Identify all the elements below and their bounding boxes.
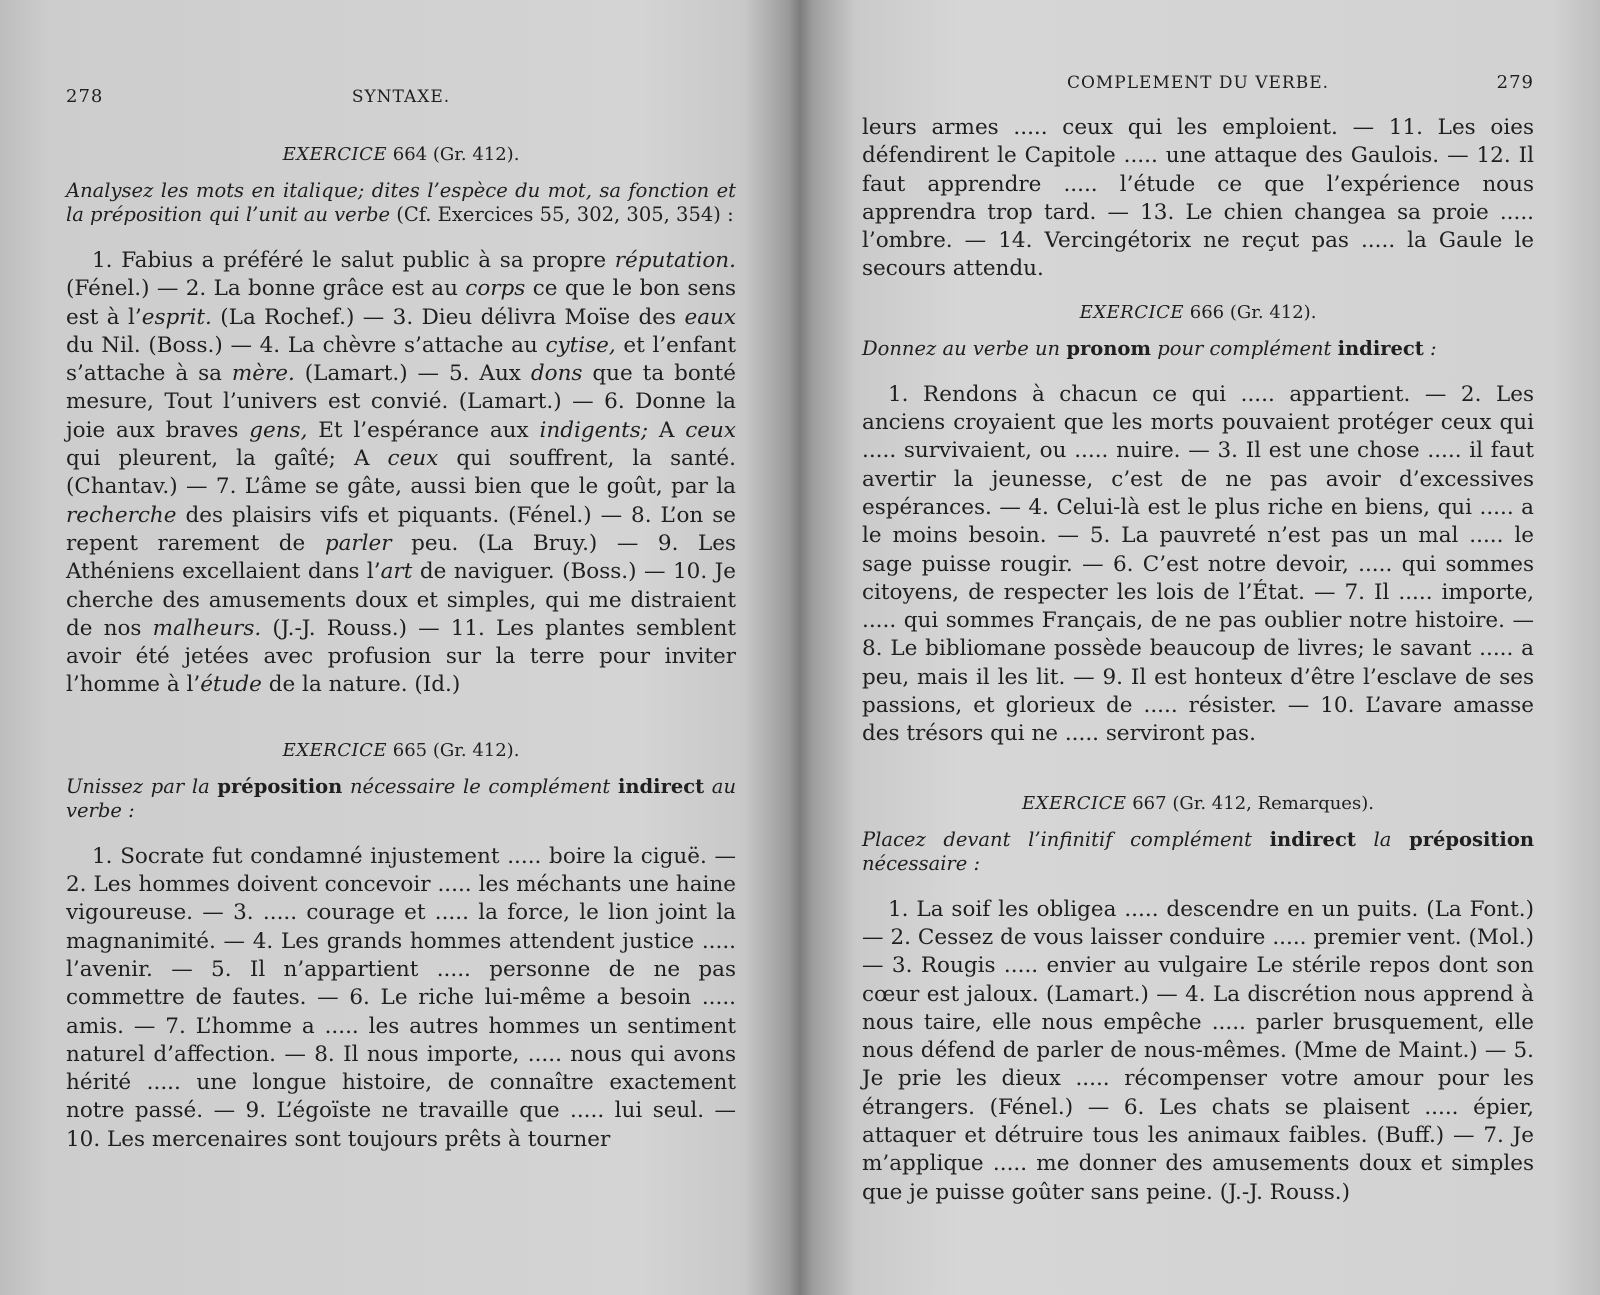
instr-bold: indirect	[617, 774, 705, 798]
italic-word: art	[380, 559, 413, 585]
text-run: du Nil. (Boss.) — 4. La chèvre s’attache au	[66, 332, 546, 358]
instr-italic: pour complément	[1151, 336, 1338, 360]
italic-word: recherche	[66, 502, 177, 528]
italic-word: ceux	[387, 446, 439, 472]
instr-normal: (Cf. Exercices 55, 302, 305, 354) :	[390, 203, 734, 226]
text-run: Et l’espérance aux	[307, 417, 540, 443]
instr-italic: au verbe :	[66, 774, 736, 822]
exercise-665-title-rest: 665 (Gr. 412).	[392, 739, 520, 761]
instr-italic: Analysez les mots en italique; dites l’espèce du mot, sa fonction et la préposition qui l’unit au verbe	[66, 179, 736, 226]
exercise-664-instructions	[66, 179, 736, 227]
text-run: (Fénel.) — 2. La bonne grâce est au	[66, 276, 466, 302]
instr-italic: Donnez au verbe un	[862, 336, 1067, 360]
italic-word: parler	[324, 530, 392, 556]
text-run: ce que le bon sens est à l’	[66, 276, 737, 330]
exercise-666-instructions	[862, 337, 1534, 361]
text-run: qui pleurent, la gaîté; A	[66, 446, 388, 472]
instr-italic: nécessaire le complément	[342, 774, 618, 798]
running-head-title-left: SYNTAXE.	[351, 87, 451, 107]
text-run: (La Rochef.) — 3. Dieu délivra Moïse des	[211, 304, 685, 330]
left-page	[0, 0, 790, 1295]
instr-bold: indirect	[1337, 336, 1424, 360]
exercise-666-title-word: EXERCICE	[1079, 301, 1185, 323]
text-run: 1. Fabius a préféré le salut public à sa propre	[92, 248, 615, 273]
italic-word: corps	[465, 276, 526, 302]
italic-word: réputation.	[614, 248, 736, 273]
instr-bold: indirect	[1269, 827, 1356, 851]
right-running-head	[862, 72, 1534, 102]
text-run: A	[648, 417, 686, 443]
exercise-664-body	[66, 247, 736, 700]
text-run: peu. (La Bruy.) — 9. Les Athéniens excellaient dans l’	[66, 530, 736, 585]
italic-word: dons	[530, 361, 583, 387]
exercise-667-body: 1. La soif les obligea ..... descendre en un puits. (La Font.) — 2. Cessez de vous laisser conduire ..... premier vent. (Mol.) — 3. Rougis ..... envier au vulgaire Le stérile repos dont son cœur est jaloux. (Lamart.) — 4. La discrétion nous apprend à nous taire, elle nous empêche ..... parler brusquement, elle nous défend de parler de nous-mêmes. (Mme de Maint.) — 5. Je prie les dieux ..... récompenser votre amour pour les étrangers. (Fénel.) — 6. Les chats se plaisent ..... épier, attaquer et détruire tous les animaux faibles. (Buff.) — 7. Je m’applique ..... me donner des amusements doux et simples que je puisse goûter sans peine. (J.-J. Rouss.)	[862, 896, 1534, 1205]
exercise-665-continuation: leurs armes ..... ceux qui les emploient. — 11. Les oies défendirent le Capitole ..... une attaque des Gaulois. — 12. Il faut apprendre ..... l’étude ce que l’expérience nous apprendra trop tard. — 13. Le chien changea sa proie ..... l’ombre. — 14. Vercingétorix ne reçut pas ..... la Gaule le secours attendu.	[862, 115, 1534, 282]
exercise-665-instructions	[66, 775, 736, 823]
italic-word: gens,	[249, 417, 308, 443]
text-run: que ta bonté mesure, Tout l’univers est convié. (Lamart.) — 6. Donne la joie aux braves	[66, 361, 736, 443]
italic-word: malheurs.	[152, 615, 262, 641]
exercise-664-title-rest: 664 (Gr. 412).	[392, 144, 520, 165]
running-head-title-right: COMPLEMENT DU VERBE.	[1066, 73, 1330, 93]
page-number-right: 279	[1496, 72, 1534, 93]
instr-bold: pronom	[1066, 336, 1152, 360]
instr-bold: préposition	[217, 774, 343, 798]
instr-italic: Unissez par la	[66, 774, 218, 798]
exercise-667-title-rest: 667 (Gr. 412, Remarques).	[1132, 792, 1374, 814]
instr-italic: :	[1423, 336, 1437, 360]
text-run: (J.-J. Rouss.) — 11. Les plantes semblent avoir été jetées avec profusion sur la terre pour inviter l’homme à l’	[66, 615, 736, 698]
page-number-left: 278	[66, 86, 104, 107]
italic-word: eaux	[684, 304, 736, 330]
exercise-666-title-rest: 666 (Gr. 412).	[1189, 301, 1317, 323]
left-running-head	[66, 86, 736, 116]
exercise-666-body: 1. Rendons à chacun ce qui ..... appartient. — 2. Les anciens croyaient que les morts pouvaient protéger ceux qui ..... survivaient, ou ..... nuire. — 3. Il est une chose ..... il faut avertir la jeunesse, c’est de ne pas avoir d’excessives espérances. — 4. Celui-là est le plus riche en biens, qui ..... a le moins besoin. — 5. La pauvreté n’est pas un mal ..... le sage puisse rougir. — 6. C’est notre devoir, ..... qui sommes citoyens, de respecter les lois de l’État. — 7. Il ..... importe, ..... qui sommes Français, de ne pas oublier notre histoire. — 8. Le bibliomane possède beaucoup de livres; le savant ..... a peu, mais il les lit. — 9. Il est honteux d’être l’esclave de ses passions, et glorieux de ..... résister. — 10. L’avare amasse des trésors qui ne ..... serviront pas.	[862, 381, 1534, 747]
exercise-664-title-word: EXERCICE	[282, 144, 388, 165]
instr-italic: la	[1355, 827, 1410, 851]
exercise-666-title	[862, 302, 1534, 323]
text-run: et l’enfant s’attache à sa	[66, 332, 736, 387]
right-page	[810, 0, 1600, 1295]
exercise-664-title	[66, 144, 736, 165]
exercise-665-title-word: EXERCICE	[282, 739, 388, 761]
italic-word: indigents;	[539, 417, 649, 443]
text-run: des plaisirs vifs et piquants. (Fénel.) — 8. L’on se repent rarement de	[66, 502, 736, 556]
italic-word: esprit.	[141, 304, 212, 330]
italic-word: cytise,	[545, 332, 616, 358]
italic-word: ceux	[685, 417, 737, 443]
exercise-667-title	[862, 793, 1534, 814]
exercise-667-title-word: EXERCICE	[1022, 792, 1127, 814]
instr-bold: préposition	[1409, 827, 1535, 851]
exercise-665-body: 1. Socrate fut condamné injustement ..... boire la ciguë. — 2. Les hommes doivent concevoir ..... les méchants une haine vigoureuse. — 3. ..... courage et ..... la force, le lion joint la magnanimité. — 4. Les grands hommes attendent justice ..... l’avenir. — 5. Il n’appartient ..... personne de ne pas commettre de fautes. — 6. Le riche lui-même a besoin ..... amis. — 7. L’homme a ..... les autres hommes un sentiment naturel d’affection. — 8. Il nous importe, ..... nous qui avons hérité ..... une longue histoire, de connaître exactement notre passé. — 9. L’égoïste ne travaille que ..... lui seul. — 10. Les mercenaires sont toujours prêts à tourner	[66, 843, 736, 1152]
exercise-665-title	[66, 740, 736, 761]
instr-italic: nécessaire :	[862, 851, 981, 875]
text-run: de naviguer. (Boss.) — 10. Je cherche des amusements doux et simples, qui me distraient de nos	[66, 559, 737, 641]
exercise-667-instructions	[862, 828, 1534, 876]
text-run: qui souffrent, la santé. (Chantav.) — 7. L’âme se gâte, aussi bien que le goût, par la	[66, 446, 736, 500]
text-run: de la nature. (Id.)	[261, 672, 461, 698]
instr-italic: Placez devant l’infinitif complément	[862, 827, 1270, 851]
italic-word: étude	[200, 672, 262, 698]
italic-word: mère.	[231, 361, 295, 387]
text-run: (Lamart.) — 5. Aux	[294, 361, 531, 387]
